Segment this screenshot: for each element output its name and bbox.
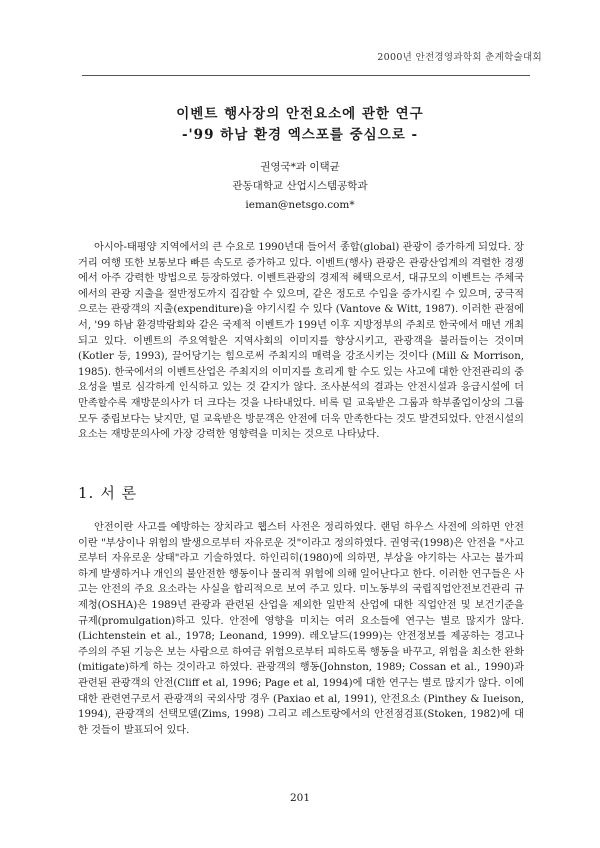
paper-subtitle: -'99 하남 환경 엑스포를 중심으로 - — [181, 127, 419, 143]
abstract-paragraph: 아시아-태평양 지역에서의 큰 수요로 1990년대 들어서 종합(global) 관광이 증가하게 되었다. 장거리 여행 또한 보통보다 빠른 속도로 증가하고 있다. 이벤트(행사) 관광은 관광산업계의 격렬한 경쟁에서 아주 강력한 방법으로 등장하였다. 이벤트관광의 경제적 혜택으로서, 대규모의 이벤트는 주체국에서의 관광 지출을 절반정도까지 집감할 수 있으며, 같은 정도로 수입을 증가시킬 수 있으며, 궁극적으로는 관광객의 지출(expenditure)을 야기시킬 수 있다 (Vantove & Witt, 1987). 이러한 관점에서, '99 하남 환경박람회와 같은 국제적 이벤트가 199년 이후 지방정부의 주최로 한국에서 매년 개최되고 있다. 이벤트의 주요역할은 지역사회의 이미지를 향상시키고, 관광객을 불러들이는 것이며(Kotler 등, 1993), 끌어당기는 힘으로써 주최지의 매력을 강조시키는 것이다 (Mill & Morrison, 1985). 한국에서의 이벤트산업은 주최지의 이미지를 흐리게 할 수도 있는 사고에 대한 안전관리의 중요성을 별로 심각하게 인식하고 있는 것 같지가 않다. 조사분석의 결과는 안전시설과 응급시설에 더 만족할수록 재방문의사가 더 크다는 것을 나타내었다. 비록 덜 교육받은 그룹과 학부졸업이상의 그룹 모두 중립보다는 낮지만, 덜 교육받은 방문객은 안전에 더욱 만족한다는 것도 발견되었다. 안전시설의 요소는 재방문의사에 가장 강력한 영향력을 미치는 것으로 나타났다. — [78, 242, 524, 441]
author-block — [0, 158, 600, 215]
section-heading — [78, 482, 143, 503]
running-header: 2000년 안전경영과학회 춘계학술대회 — [377, 52, 542, 63]
author-email: ieman@netsgo.com* — [245, 199, 355, 211]
header-divider — [82, 75, 530, 76]
author-affiliation: 관동대학교 산업시스템공학과 — [232, 180, 368, 192]
section-title: 서 론 — [100, 484, 138, 502]
title-block — [0, 104, 600, 146]
author-names: 권영국*과 이택균 — [260, 161, 340, 173]
paper-title: 이벤트 행사장의 안전요소에 관한 연구 — [176, 106, 424, 122]
body-paragraph: 안전이란 사고를 예방하는 장치라고 웹스터 사전은 정리하였다. 랜덤 하우스 사전에 의하면 안전이란 "부상이나 위험의 발생으로부터 자유로운 것"이라고 정의하였다. 권영국(1998)은 안전을 "사고로부터 자유로운 상태"라고 기술하였다. 하인리히(1980)에 의하면, 부상을 야기하는 사고는 불가피하게 발생하거나 개인의 불안전한 행동이나 물리적 위험에 의해 일어난다고 한다. 이러한 연구들은 사고는 안전의 주요 요소라는 사실을 합리적으로 보여 주고 있다. 미노동부의 국립직업안전보건관리 규제청(OSHA)은 1989년 관광과 관련된 산업을 제외한 일반적 산업에 대한 직업안전 및 보건기준을 규제(promulgation)하고 있다. 안전에 영향을 미치는 여러 요소들에 연구는 별로 많지가 않다. (Lichtenstein et al., 1978; Leonand, 1999). 레오날드(1999)는 안전정보를 제공하는 경고나 주의의 주된 기능은 보는 사람으로 하여금 위험으로부터 피하도록 행동을 바꾸고, 위험을 최소한 완화(mitigate)하게 하는 것이라고 하였다. 관광객의 행동(Johnston, 1989; Cossan et al., 1990)과 관련된 관광객의 안전(Cliff et al, 1996; Page et al, 1994)에 대한 연구는 별로 많지가 않다. 이에 대한 관련연구로서 관광객의 국외사망 경우 (Paxiao et al, 1991), 안전요소 (Pinthey & Iueison, 1994), 관광객의 선택모델(Zims, 1998) 그리고 레스토랑에서의 안전점검표(Stoken, 1982)에 대한 것들이 발표되어 있다. — [78, 522, 524, 736]
section-number: 1. — [78, 484, 95, 502]
page-number: 201 — [289, 792, 311, 804]
